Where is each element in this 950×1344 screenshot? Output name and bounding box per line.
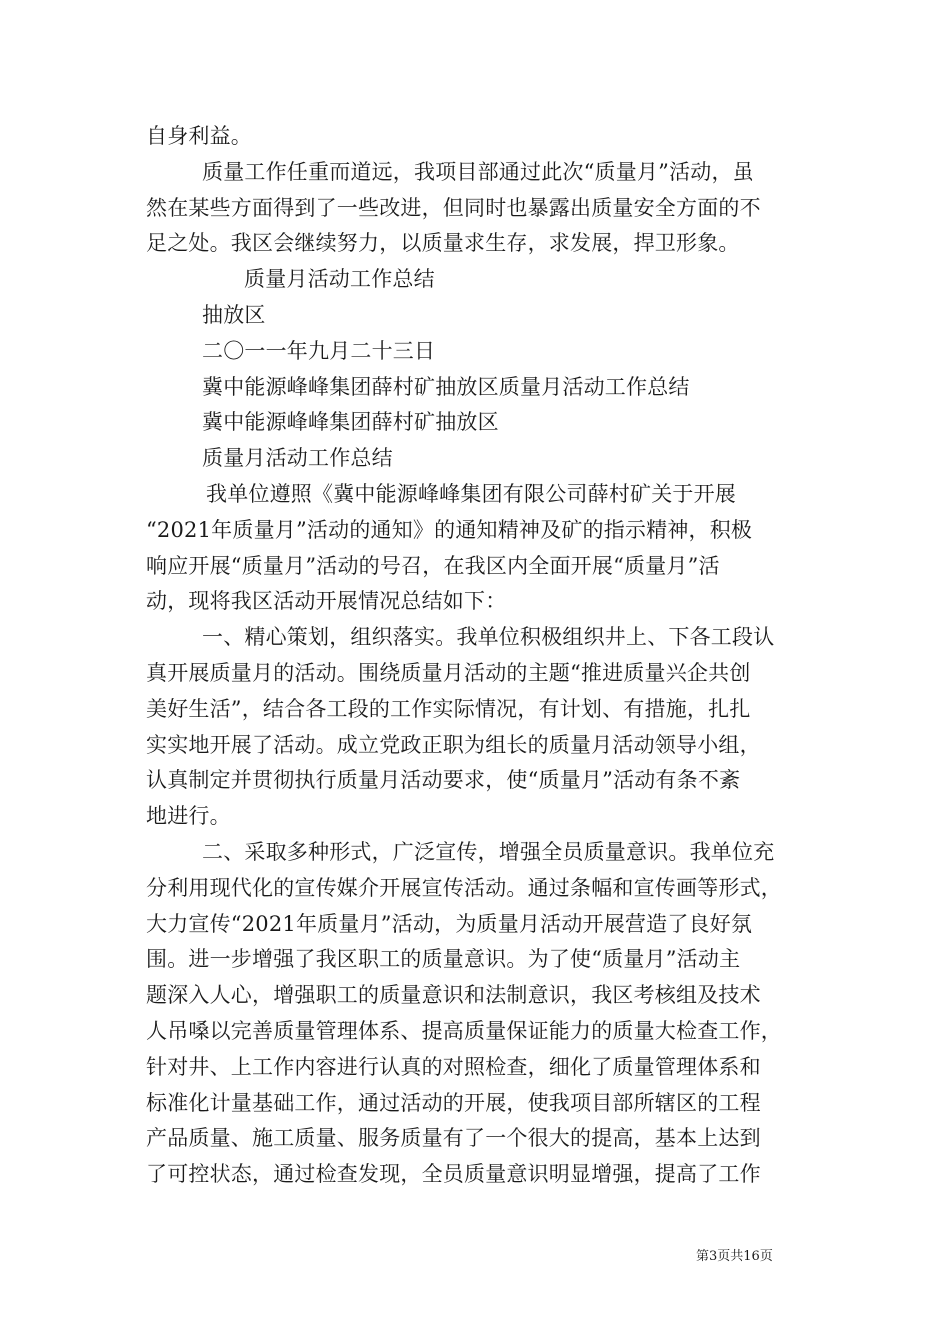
paragraph-start: 质量工作任重而道远，我项目部通过此次“质量月”活动，虽 [202,159,754,184]
text-line: 分利用现代化的宣传媒介开展宣传活动。通过条幅和宣传画等形式， [146,875,782,900]
text-line: 大力宣传“2021年质量月”活动，为质量月活动开展营造了良好氛 [146,911,753,936]
page-number: 第3页共16页 [696,1249,773,1264]
text-line: 地进行。 [146,804,231,829]
paragraph-start: 我单位遵照《冀中能源峰峰集团有限公司薛村矿关于开展 [206,481,736,506]
organization-name: 冀中能源峰峰集团薛村矿抽放区 [202,410,499,435]
text-line: 产品质量、施工质量、服务质量有了一个很大的提高，基本上达到 [146,1126,761,1151]
text-line: 了可控状态，通过检查发现，全员质量意识明显增强，提高了工作 [146,1162,761,1187]
text-line: 题深入人心，增强职工的质量意识和法制意识，我区考核组及技术 [146,983,761,1008]
text-line: 动，现将我区活动开展情况总结如下： [146,589,507,614]
document-body [146,119,810,1193]
text-line: 响应开展“质量月”活动的号召，在我区内全面开展“质量月”活 [146,553,720,578]
text-line: 真开展质量月的活动。围绕质量月活动的主题“推进质量兴企共创 [146,660,751,685]
text-line: 然在某些方面得到了一些改进，但同时也暴露出质量安全方面的不 [146,195,761,220]
document-title: 冀中能源峰峰集团薛村矿抽放区质量月活动工作总结 [202,374,690,399]
paragraph-start: 一、精心策划，组织落实。我单位积极组织井上、下各工段认 [202,625,775,650]
text-line: 认真制定并贯彻执行质量月活动要求，使“质量月”活动有条不紊 [146,768,741,793]
text-line: 美好生活”，结合各工段的工作实际情况，有计划、有措施，扎扎 [146,696,751,721]
text-line: 实实地开展了活动。成立党政正职为组长的质量月活动领导小组， [146,732,761,757]
paragraph-start: 二、采取多种形式，广泛宣传，增强全员质量意识。我单位充 [202,839,775,864]
text-line: “2021年质量月”活动的通知》的通知精神及矿的指示精神，积极 [146,517,753,542]
text-line: 标准化计量基础工作，通过活动的开展，使我项目部所辖区的工程 [146,1090,761,1115]
document-subtitle: 质量月活动工作总结 [202,446,393,471]
section-title: 质量月活动工作总结 [244,267,435,292]
text-line: 围。进一步增强了我区职工的质量意识。为了使“质量月”活动主 [146,947,741,972]
text-line: 足之处。我区会继续努力，以质量求生存，求发展，捍卫形象。 [146,231,740,256]
document-date: 二〇一一年九月二十三日 [202,338,436,363]
department-name: 抽放区 [202,302,266,327]
text-line: 针对井、上工作内容进行认真的对照检查，细化了质量管理体系和 [146,1054,761,1079]
text-line: 人吊嗓以完善质量管理体系、提高质量保证能力的质量大检查工作， [146,1018,782,1043]
text-line: 自身利益。 [146,124,252,148]
